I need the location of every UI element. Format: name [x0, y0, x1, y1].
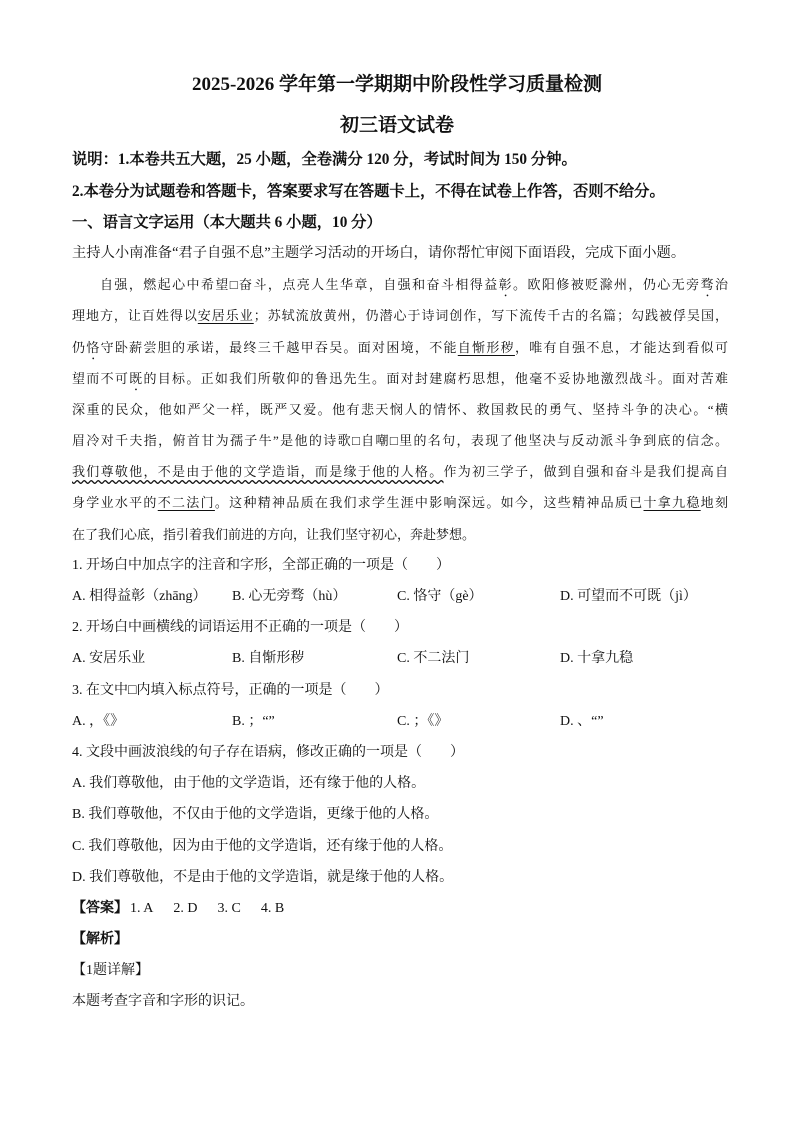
task-prompt: 主持人小南准备“君子自强不息”主题学习活动的开场白，请你帮忙审阅下面语段，完成下面小题。 [72, 244, 686, 261]
option-d: D. 可望而不可既（jì） [560, 589, 697, 605]
analysis-text: 本题考查字音和字形的识记。 [72, 994, 254, 1010]
underlined-phrase: 自惭形秽 [457, 339, 515, 355]
passage-text: 地刻 [700, 495, 728, 511]
answer-item: 1. A [130, 900, 154, 916]
underlined-phrase: 安居乐业 [197, 308, 254, 324]
passage-text: 守卧薪尝胆的承诺，最终三千越甲吞吴。面对困境，不能 [100, 339, 458, 355]
passage-line [72, 394, 728, 425]
underlined-phrase: 十拿九稳 [643, 495, 701, 511]
passage-text: 。这种精神品质在我们求学生涯中影响深远。如今，这些精神品质已 [214, 495, 644, 511]
option-d: D. 我们尊敬他，不是由于他的文学造诣，就是缘于他的人格。 [72, 869, 454, 885]
dotted-char: 既 [129, 370, 144, 386]
question-options [72, 706, 728, 737]
underlined-phrase: 不二法门 [157, 495, 215, 511]
passage-text: 深重的民众，他如严父一样，既严又爱。他有悲天悯人的情怀、救国救民的勇气、坚持斗争的决心。“横 [72, 401, 728, 417]
instruction-line: 说明：1.本卷共五大题，25 小题，全卷满分 120 分，考试时间为 150 分钟。 [72, 151, 577, 169]
passage-text: 身学业水平的 [72, 495, 158, 511]
question-options [72, 643, 728, 674]
analysis-label: 【解析】 [72, 932, 128, 948]
exam-content [72, 144, 728, 1017]
passage-line [72, 332, 728, 363]
passage-text: 作为初三学子，做到自强和奋斗是我们提高自 [443, 464, 728, 480]
wavy-underlined-sentence: 我们尊敬他，不是由于他的文学造诣，而是缘于他的人格。 [72, 464, 444, 480]
dotted-char: 恪 [86, 339, 101, 355]
exam-title: 2025-2026 学年第一学期期中阶段性学习质量检测 [191, 74, 603, 95]
option-a: A. 我们尊敬他，由于他的文学造诣，还有缘于他的人格。 [72, 776, 426, 792]
option-c: C. 恪守（gè） [397, 589, 483, 605]
option-a: A. 安居乐业 [72, 651, 146, 667]
passage-text: 仍 [72, 339, 87, 355]
option-b: B. 心无旁骛（hù） [232, 589, 347, 605]
option-b: B. 我们尊敬他，不仅由于他的文学造诣，更缘于他的人格。 [72, 807, 439, 823]
option-d: D. 十拿九稳 [560, 651, 634, 667]
exam-subtitle: 初三语文试卷 [339, 115, 454, 136]
answer-item: 2. D [173, 900, 198, 916]
instruction-line: 2.本卷分为试题卷和答题卡，答案要求写在答题卡上，不得在试卷上作答，否则不给分。 [72, 182, 665, 200]
passage-line [72, 269, 728, 300]
passage-text: 眉冷对千夫指，俯首甘为孺子牛”是他的诗歌□自嘲□里的名句，表现了他坚决与反动派斗争到底的信念。 [72, 433, 728, 449]
question-options [72, 581, 728, 612]
passage-line [72, 363, 728, 394]
question-stem: 2. 开场白中画横线的词语运用不正确的一项是（ ） [72, 620, 408, 636]
answer-item: 3. C [217, 900, 241, 916]
passage-line [72, 487, 728, 518]
question-stem: 3. 在文中□内填入标点符号，正确的一项是（ ） [72, 682, 389, 698]
passage-line [72, 300, 728, 331]
passage-text: 。欧阳修被贬滁州，仍心无旁 [513, 277, 701, 293]
passage-text: 自强，燃起心中希望□奋斗，点亮人生华章，自强和奋斗相得益 [100, 277, 499, 293]
passage-text: 治 [714, 277, 728, 293]
dotted-char: 骛 [700, 277, 715, 293]
passage-text: 理地方，让百姓得以 [72, 308, 198, 324]
passage-text: 的目标。正如我们所敬仰的鲁迅先生。面对封建腐朽思想，他毫不妥协地激烈战斗。面对苦难 [143, 370, 728, 386]
passage-line [72, 425, 728, 456]
analysis-subheading: 【1题详解】 [72, 963, 149, 979]
question-stem: 4. 文段中画波浪线的句子存在语病，修改正确的一项是（ ） [72, 744, 464, 760]
option-c: C. 不二法门 [397, 651, 470, 667]
dotted-char: 彰 [498, 277, 514, 293]
answer-item: 4. B [260, 900, 285, 916]
option-c: C. 我们尊敬他，因为由于他的文学造诣，还有缘于他的人格。 [72, 838, 453, 854]
option-d: D. 、“” [560, 713, 604, 729]
answer-label: 【答案】 [72, 900, 128, 916]
section-heading: 一、语言文字运用（本大题共 6 小题，10 分） [72, 213, 382, 231]
answer-line [72, 893, 728, 924]
passage [72, 269, 728, 550]
passage-line [72, 519, 728, 550]
passage-line [72, 456, 728, 487]
option-b: B. 自惭形秽 [232, 651, 305, 667]
passage-text: ，唯有自强不息，才能达到看似可 [514, 339, 728, 355]
passage-text: ；苏轼流放黄州，仍潜心于诗词创作，写下流传千古的名篇；勾践被俘吴国， [253, 308, 728, 324]
passage-text: 在了我们心底，指引着我们前进的方向，让我们坚守初心，奔赴梦想。 [72, 526, 476, 542]
option-b: B. ；“” [232, 713, 275, 729]
option-c: C. ；《》 [397, 713, 449, 729]
question-stem: 1. 开场白中加点字的注音和字形，全部正确的一项是（ ） [72, 557, 450, 573]
option-a: A. 相得益彰（zhāng） [72, 589, 207, 605]
option-a: A. ，《》 [72, 713, 125, 729]
passage-text: 望而不可 [72, 370, 130, 386]
